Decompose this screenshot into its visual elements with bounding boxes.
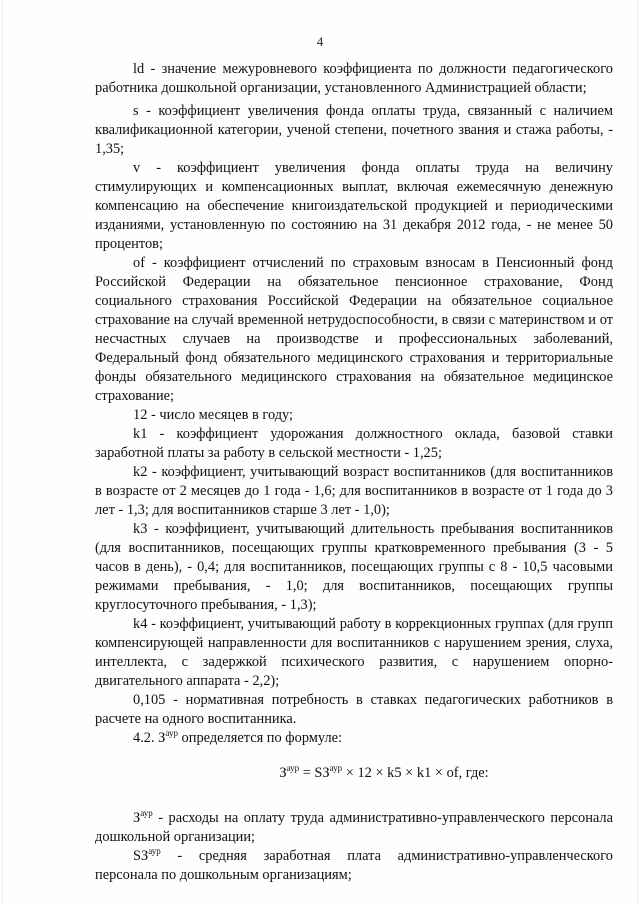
paragraph-k1: k1 - коэффициент удорожания должностного оклада, базовой ставки заработной платы за работу в сельской местности - 1,25; [95,426,613,461]
def-text: - расходы на оплату труда административно-управленческого персонала дошкольной организации; [95,810,613,845]
def-symbol: З [133,810,141,826]
formula-lhs: З [279,765,287,781]
formula-eq: = SЗ [299,765,330,781]
definition-sz-aur [95,847,613,885]
def-sup: аур [148,846,161,857]
def-text: - средняя заработная плата административно-управленческого персонала по дошкольным организациям; [95,848,613,883]
paragraph-k4: k4 - коэффициент, учитывающий работу в коррекционных группах (для групп компенсирующей направленности для воспитанников с нарушением зрения, слуха, интеллекта, с задержкой психического развития, с нарушением опорно-двигательного аппарата - 2,2); [95,616,613,689]
paragraph-of: of - коэффициент отчислений по страховым взносам в Пенсионный фонд Российской Федерации на обязательное пенсионное страхование, Фонд социального страхования Российской Федерации на обязательное социальное страхование на случай временной нетрудоспособности, в связи с материнством и от несчастных случаев на производстве и профессиональных заболеваний, Федеральный фонд обязательного медицинского страхования и территориальные фонды обязательного медицинского страхования на обязательное медицинское страхование; [95,255,613,404]
formula-rhs-sup: аур [329,763,343,774]
paragraph-s: s - коэффициент увеличения фонда оплаты труда, связанный с наличием квалификационной категории, ученой степени, почетного звания и стажа работы, - 1,35; [95,103,613,157]
document-body [95,60,613,885]
def-sup: аур [140,808,153,819]
section-prefix: 4.2. З [133,730,166,746]
section-suffix: определяется по формуле: [177,730,343,746]
paragraph-k3: k3 - коэффициент, учитывающий длительность пребывания воспитанников (для воспитанников, посещающих группы кратковременного пребывания (3 - 5 часов в день), - 0,4; для воспитанников, посещающих группы с 8 - 10,5 часовыми режимами пребывания, - 1,0; для воспитанников, посещающих группы круглосуточного пребывания, - 1,3); [95,521,613,613]
formula-lhs-sup: аур [286,763,300,774]
paragraph-ld: ld - значение межуровневого коэффициента по должности педагогического работника дошкольной организации, установленного Администрацией области; [95,61,613,96]
section-4-2-heading [95,729,613,748]
paragraph-norm: 0,105 - нормативная потребность в ставках педагогических работников в расчете на одного воспитанника. [95,692,613,727]
def-symbol: SЗ [133,848,149,864]
formula [155,764,613,783]
section-sup: аур [165,728,178,739]
paragraph-12: 12 - число месяцев в году; [133,407,294,423]
paragraph-k2: k2 - коэффициент, учитывающий возраст воспитанников (для воспитанников в возрасте от 2 месяцев до 1 года - 1,6; для воспитанников в возрасте от 1 года до 3 лет - 1,3; для воспитанников старше 3 лет - 1,0); [95,464,613,518]
scan-edge [2,0,3,905]
scan-edge [637,0,638,905]
definition-z-aur [95,809,613,847]
paragraph-v: v - коэффициент увеличения фонда оплаты труда на величину стимулирующих и компенсационных выплат, включая ежемесячную денежную компенсацию на обеспечение книгоиздательской продукцией и периодическими изданиями, установленную по состоянию на 31 декабря 2012 года, - не менее 50 процентов; [95,160,613,252]
page-number: 4 [316,34,324,49]
formula-rest: × 12 × k5 × k1 × of, где: [342,765,489,781]
